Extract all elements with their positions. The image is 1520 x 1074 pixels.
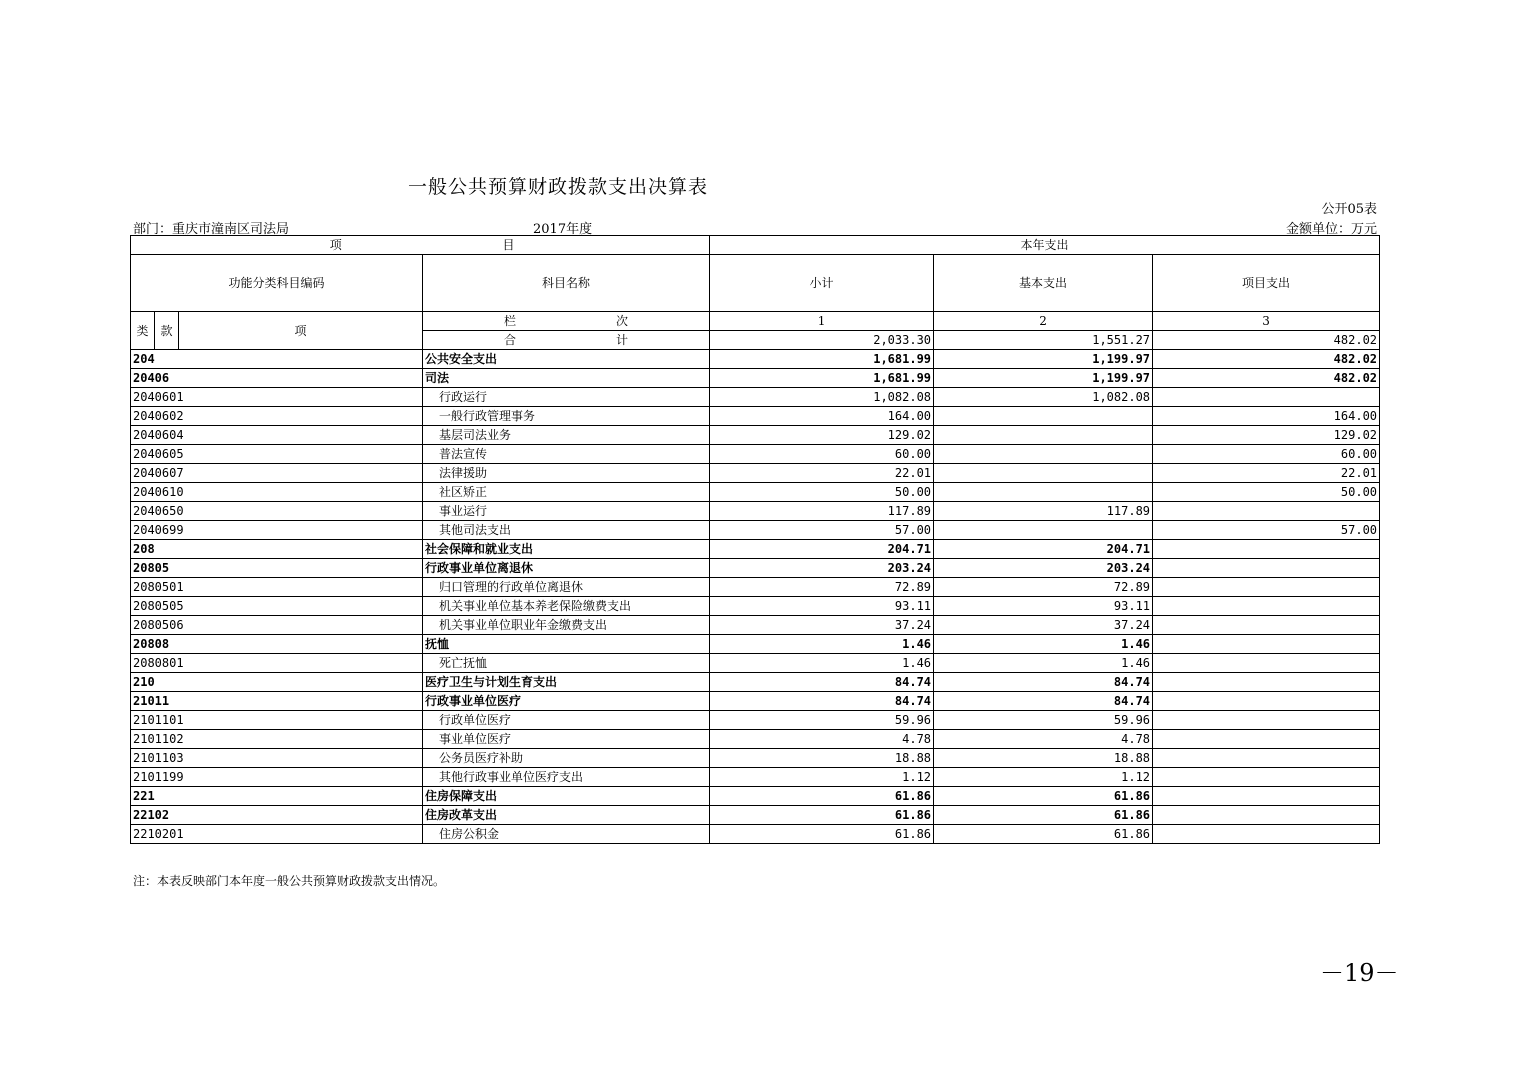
header-xiang: 项 xyxy=(179,312,423,350)
row-basic xyxy=(934,426,1153,445)
table-row xyxy=(131,806,1380,825)
row-code: 210 xyxy=(131,673,423,692)
row-name: 行政运行 xyxy=(423,388,710,407)
row-subtotal: 1.12 xyxy=(710,768,934,787)
row-code: 2040610 xyxy=(131,483,423,502)
row-project xyxy=(1153,711,1380,730)
row-subtotal: 50.00 xyxy=(710,483,934,502)
row-project: 50.00 xyxy=(1153,483,1380,502)
row-name: 司法 xyxy=(423,369,710,388)
row-name: 事业单位医疗 xyxy=(423,730,710,749)
header-basic: 基本支出 xyxy=(934,255,1153,312)
header-item-left: 项 xyxy=(131,236,423,255)
row-code: 2040605 xyxy=(131,445,423,464)
table-row xyxy=(131,540,1380,559)
row-name: 住房保障支出 xyxy=(423,787,710,806)
row-project: 22.01 xyxy=(1153,464,1380,483)
row-basic: 84.74 xyxy=(934,673,1153,692)
row-name: 机关事业单位基本养老保险缴费支出 xyxy=(423,597,710,616)
row-subtotal: 61.86 xyxy=(710,787,934,806)
row-code: 2040601 xyxy=(131,388,423,407)
row-subtotal: 59.96 xyxy=(710,711,934,730)
table-row xyxy=(131,445,1380,464)
row-code: 208 xyxy=(131,540,423,559)
expenditure-table xyxy=(130,235,1380,844)
row-subtotal: 18.88 xyxy=(710,749,934,768)
row-name: 社会保障和就业支出 xyxy=(423,540,710,559)
row-subtotal: 1,681.99 xyxy=(710,350,934,369)
row-name: 行政单位医疗 xyxy=(423,711,710,730)
row-code: 2210201 xyxy=(131,825,423,844)
row-subtotal: 22.01 xyxy=(710,464,934,483)
row-name: 归口管理的行政单位离退休 xyxy=(423,578,710,597)
row-name: 医疗卫生与计划生育支出 xyxy=(423,673,710,692)
header-row-2 xyxy=(131,255,1380,312)
row-basic: 1,082.08 xyxy=(934,388,1153,407)
row-basic: 204.71 xyxy=(934,540,1153,559)
row-subtotal: 204.71 xyxy=(710,540,934,559)
row-subtotal: 117.89 xyxy=(710,502,934,521)
header-project: 项目支出 xyxy=(1153,255,1380,312)
row-basic: 93.11 xyxy=(934,597,1153,616)
row-subtotal: 61.86 xyxy=(710,806,934,825)
row-subtotal: 164.00 xyxy=(710,407,934,426)
row-name: 其他司法支出 xyxy=(423,521,710,540)
row-name: 事业运行 xyxy=(423,502,710,521)
header-lanci xyxy=(423,312,710,331)
table-row xyxy=(131,350,1380,369)
header-col3: 3 xyxy=(1153,312,1380,331)
page-number: －19－ xyxy=(1320,959,1399,987)
header-subject-name: 科目名称 xyxy=(423,255,710,312)
table-row xyxy=(131,464,1380,483)
row-project: 57.00 xyxy=(1153,521,1380,540)
row-basic: 203.24 xyxy=(934,559,1153,578)
table-row xyxy=(131,426,1380,445)
row-code: 2101199 xyxy=(131,768,423,787)
table-note: 注：本表反映部门本年度一般公共预算财政拨款支出情况。 xyxy=(133,874,446,888)
table-row xyxy=(131,654,1380,673)
row-name: 普法宣传 xyxy=(423,445,710,464)
row-project xyxy=(1153,540,1380,559)
row-code: 2101102 xyxy=(131,730,423,749)
row-code: 2040604 xyxy=(131,426,423,445)
row-name: 行政事业单位医疗 xyxy=(423,692,710,711)
row-basic: 1.46 xyxy=(934,654,1153,673)
row-project: 482.02 xyxy=(1153,369,1380,388)
row-project xyxy=(1153,578,1380,597)
row-subtotal: 4.78 xyxy=(710,730,934,749)
header-row-1 xyxy=(131,236,1380,255)
table-row xyxy=(131,673,1380,692)
row-basic: 1,199.97 xyxy=(934,369,1153,388)
row-basic xyxy=(934,483,1153,502)
row-basic: 1,199.97 xyxy=(934,350,1153,369)
row-code: 2040602 xyxy=(131,407,423,426)
row-subtotal: 60.00 xyxy=(710,445,934,464)
row-name: 其他行政事业单位医疗支出 xyxy=(423,768,710,787)
table-row xyxy=(131,483,1380,502)
table-row xyxy=(131,616,1380,635)
row-project xyxy=(1153,388,1380,407)
row-name: 一般行政管理事务 xyxy=(423,407,710,426)
row-code: 21011 xyxy=(131,692,423,711)
row-code: 20406 xyxy=(131,369,423,388)
row-subtotal: 1,681.99 xyxy=(710,369,934,388)
row-name: 社区矫正 xyxy=(423,483,710,502)
unit-label: 金额单位：万元 xyxy=(1285,222,1377,237)
header-col2: 2 xyxy=(934,312,1153,331)
table-row xyxy=(131,749,1380,768)
row-project xyxy=(1153,787,1380,806)
row-project xyxy=(1153,768,1380,787)
row-basic: 61.86 xyxy=(934,787,1153,806)
row-project: 60.00 xyxy=(1153,445,1380,464)
row-basic: 117.89 xyxy=(934,502,1153,521)
page-title: 一般公共预算财政拨款支出决算表 xyxy=(408,176,709,198)
row-name: 行政事业单位离退休 xyxy=(423,559,710,578)
row-subtotal: 129.02 xyxy=(710,426,934,445)
row-project: 164.00 xyxy=(1153,407,1380,426)
row-project xyxy=(1153,673,1380,692)
header-item-right: 目 xyxy=(423,236,710,255)
header-lan: 栏 xyxy=(504,314,517,328)
table-row xyxy=(131,578,1380,597)
table-row xyxy=(131,521,1380,540)
row-name: 住房改革支出 xyxy=(423,806,710,825)
header-row-3 xyxy=(131,312,1380,331)
table-row xyxy=(131,711,1380,730)
table-row xyxy=(131,559,1380,578)
header-func-code: 功能分类科目编码 xyxy=(131,255,423,312)
row-name: 法律援助 xyxy=(423,464,710,483)
row-name: 公务员医疗补助 xyxy=(423,749,710,768)
row-code: 2040607 xyxy=(131,464,423,483)
row-code: 20805 xyxy=(131,559,423,578)
row-code: 2101101 xyxy=(131,711,423,730)
header-subtotal: 小计 xyxy=(710,255,934,312)
row-code: 2080505 xyxy=(131,597,423,616)
table-row xyxy=(131,787,1380,806)
row-basic: 4.78 xyxy=(934,730,1153,749)
year-label: 2017年度 xyxy=(533,222,593,237)
total-subtotal: 2,033.30 xyxy=(710,331,934,350)
table-row xyxy=(131,768,1380,787)
table-row xyxy=(131,692,1380,711)
row-project xyxy=(1153,825,1380,844)
row-code: 20808 xyxy=(131,635,423,654)
header-col1: 1 xyxy=(710,312,934,331)
row-project: 129.02 xyxy=(1153,426,1380,445)
row-subtotal: 203.24 xyxy=(710,559,934,578)
row-code: 22102 xyxy=(131,806,423,825)
department-label: 部门：重庆市潼南区司法局 xyxy=(133,222,290,237)
table-row xyxy=(131,388,1380,407)
row-basic: 61.86 xyxy=(934,806,1153,825)
row-code: 2040650 xyxy=(131,502,423,521)
row-code: 2080801 xyxy=(131,654,423,673)
row-project xyxy=(1153,692,1380,711)
row-basic xyxy=(934,445,1153,464)
row-basic xyxy=(934,464,1153,483)
row-code: 221 xyxy=(131,787,423,806)
row-project xyxy=(1153,616,1380,635)
row-project xyxy=(1153,502,1380,521)
row-subtotal: 84.74 xyxy=(710,673,934,692)
row-project xyxy=(1153,749,1380,768)
row-name: 抚恤 xyxy=(423,635,710,654)
row-name: 机关事业单位职业年金缴费支出 xyxy=(423,616,710,635)
total-he: 合 xyxy=(504,333,517,347)
row-subtotal: 61.86 xyxy=(710,825,934,844)
row-subtotal: 1.46 xyxy=(710,654,934,673)
row-basic: 84.74 xyxy=(934,692,1153,711)
table-row xyxy=(131,369,1380,388)
total-ji: 计 xyxy=(616,333,629,347)
row-subtotal: 93.11 xyxy=(710,597,934,616)
row-subtotal: 57.00 xyxy=(710,521,934,540)
header-kuan: 款 xyxy=(155,312,179,350)
row-basic: 61.86 xyxy=(934,825,1153,844)
row-project xyxy=(1153,597,1380,616)
row-subtotal: 72.89 xyxy=(710,578,934,597)
row-code: 2080506 xyxy=(131,616,423,635)
row-basic: 1.46 xyxy=(934,635,1153,654)
row-basic: 1.12 xyxy=(934,768,1153,787)
row-subtotal: 1,082.08 xyxy=(710,388,934,407)
row-basic: 59.96 xyxy=(934,711,1153,730)
header-lei: 类 xyxy=(131,312,155,350)
row-name: 住房公积金 xyxy=(423,825,710,844)
header-ci: 次 xyxy=(616,314,629,328)
total-basic: 1,551.27 xyxy=(934,331,1153,350)
row-code: 204 xyxy=(131,350,423,369)
header-current-year: 本年支出 xyxy=(710,236,1380,255)
row-project xyxy=(1153,654,1380,673)
table-row xyxy=(131,635,1380,654)
row-project xyxy=(1153,730,1380,749)
form-number: 公开05表 xyxy=(1321,202,1377,217)
row-project: 482.02 xyxy=(1153,350,1380,369)
row-project xyxy=(1153,806,1380,825)
row-name: 基层司法业务 xyxy=(423,426,710,445)
row-subtotal: 1.46 xyxy=(710,635,934,654)
row-basic: 72.89 xyxy=(934,578,1153,597)
row-subtotal: 84.74 xyxy=(710,692,934,711)
row-basic: 18.88 xyxy=(934,749,1153,768)
table-row xyxy=(131,597,1380,616)
row-name: 公共安全支出 xyxy=(423,350,710,369)
row-project xyxy=(1153,635,1380,654)
total-label xyxy=(423,331,710,350)
row-code: 2101103 xyxy=(131,749,423,768)
row-code: 2080501 xyxy=(131,578,423,597)
table-row xyxy=(131,502,1380,521)
row-project xyxy=(1153,559,1380,578)
row-basic xyxy=(934,407,1153,426)
row-code: 2040699 xyxy=(131,521,423,540)
total-project: 482.02 xyxy=(1153,331,1380,350)
table-row xyxy=(131,825,1380,844)
row-name: 死亡抚恤 xyxy=(423,654,710,673)
row-basic: 37.24 xyxy=(934,616,1153,635)
table-row xyxy=(131,407,1380,426)
row-subtotal: 37.24 xyxy=(710,616,934,635)
row-basic xyxy=(934,521,1153,540)
table-row xyxy=(131,730,1380,749)
